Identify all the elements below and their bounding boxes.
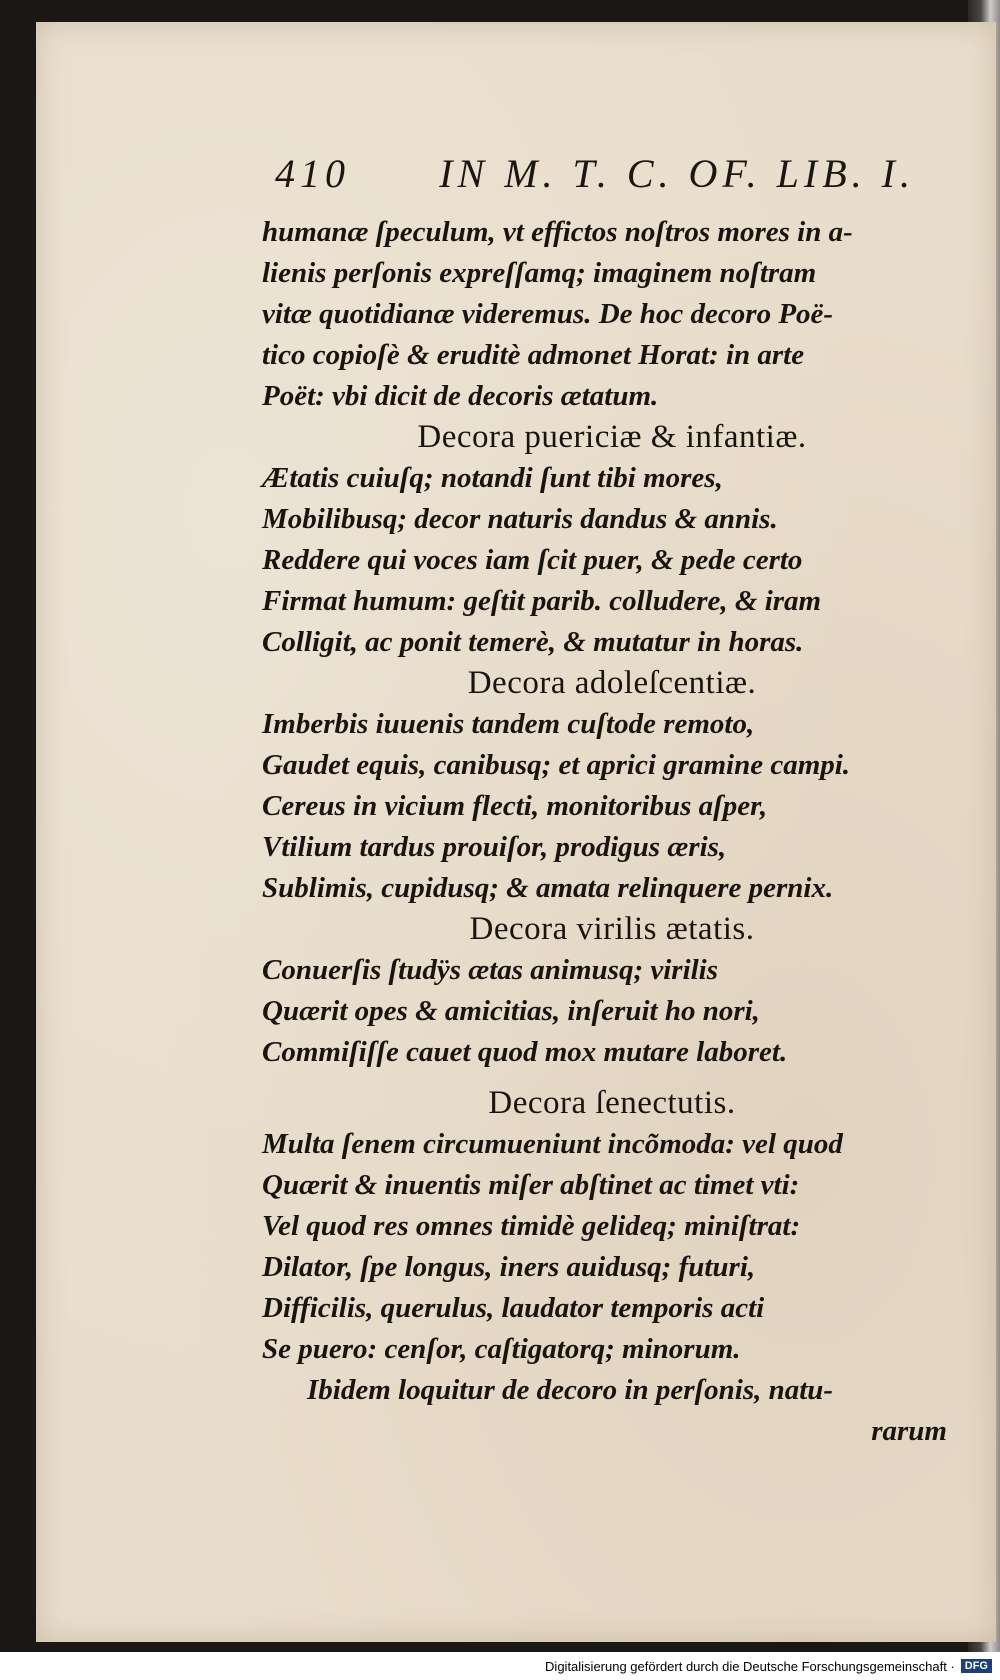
- section-heading: Decora adoleſcentiæ.: [467, 665, 757, 701]
- section-heading: Decora virilis ætatis.: [469, 911, 755, 947]
- verse-line: Vtilium tardus prouiſor, prodigus æris,: [262, 831, 727, 863]
- verse-line: Colligit, ac ponit temerè, & mutatur in horas.: [262, 626, 804, 658]
- text-line: Ibidem loquitur de decoro in perſonis, natu-: [307, 1374, 834, 1406]
- text-line: tico copioſè & eruditè admonet Horat: in arte: [262, 339, 805, 371]
- verse-line: Gaudet equis, canibusq; et aprici gramine campi.: [262, 749, 851, 781]
- running-title: IN M. T. C. OF. LIB. I.: [439, 151, 915, 196]
- verse-line: Difficilis, querulus, laudator temporis acti: [262, 1292, 765, 1324]
- running-header: [275, 150, 915, 197]
- text-line: Poët: vbi dicit de decoris ætatum.: [262, 380, 659, 412]
- verse-line: Sublimis, cupidusq; & amata relinquere pernix.: [262, 872, 834, 904]
- verse-line: Mobilibusq; decor naturis dandus & annis.: [262, 503, 778, 535]
- text-line: humanæ ſpeculum, vt effictos noſtros mores in a-: [262, 216, 853, 248]
- verse-line: Quærit & inuentis miſer abſtinet ac timet vti:: [262, 1169, 800, 1201]
- verse-line: Commiſiſſe cauet quod mox mutare laboret.: [262, 1036, 788, 1068]
- verse-line: Conuerſis ſtudÿs ætas animusq; virilis: [262, 954, 719, 986]
- text-line: lienis perſonis expreſſamq; imaginem noſtram: [262, 257, 817, 289]
- verse-line: Cereus in vicium flecti, monitoribus aſper,: [262, 790, 768, 822]
- catchword: rarum: [871, 1415, 947, 1447]
- verse-line: Quærit opes & amicitias, inſeruit ho nori,: [262, 995, 760, 1027]
- verse-line: Multa ſenem circumueniunt incõmoda: vel quod: [262, 1128, 843, 1160]
- verse-line: Reddere qui voces iam ſcit puer, & pede certo: [262, 544, 803, 576]
- verse-line: Ætatis cuiuſq; notandi ſunt tibi mores,: [262, 462, 723, 494]
- verse-line: Dilator, ſpe longus, iners auidusq; futuri,: [262, 1251, 756, 1283]
- verse-line: Imberbis iuuenis tandem cuſtode remoto,: [262, 708, 755, 740]
- verse-line: Firmat humum: geſtit parib. colludere, & iram: [262, 585, 822, 617]
- section-heading: Decora ſenectutis.: [488, 1085, 736, 1121]
- text-line: vitæ quotidianæ videremus. De hoc decoro Poë-: [262, 298, 834, 330]
- dfg-logo: DFG: [961, 1659, 992, 1673]
- section-heading: Decora puericiæ & infantiæ.: [417, 419, 807, 455]
- page-number: 410: [275, 151, 350, 196]
- footer-credit: Digitalisierung gefördert durch die Deutsche Forschungsgemeinschaft ·: [545, 1658, 955, 1674]
- verse-line: Vel quod res omnes timidè gelideq; miniſtrat:: [262, 1210, 801, 1242]
- digitization-footer: [0, 1652, 1000, 1680]
- verse-line: Se puero: cenſor, caſtigatorq; minorum.: [262, 1333, 741, 1365]
- page-text: [262, 212, 962, 1452]
